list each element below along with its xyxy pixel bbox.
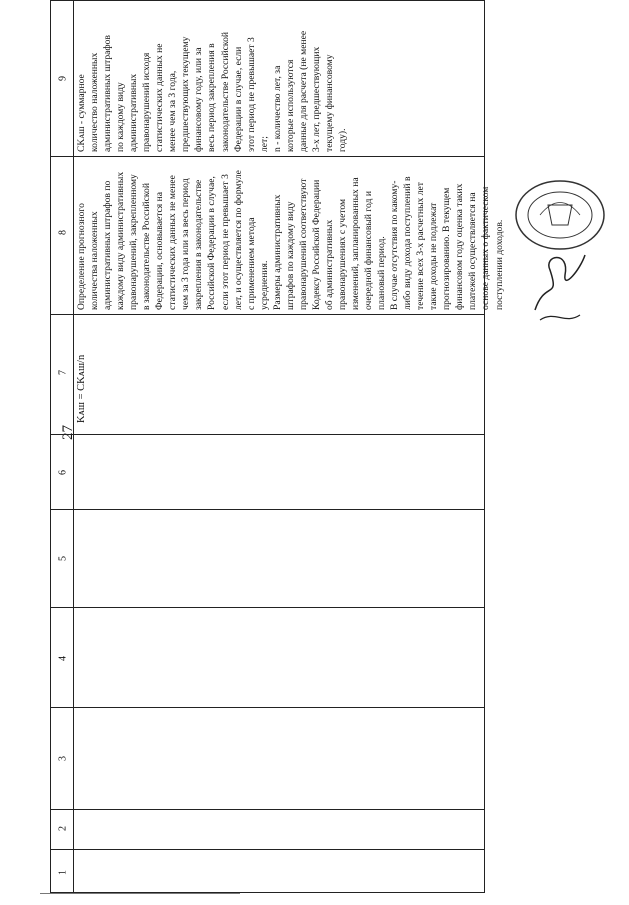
col8-line: Российской Федерации в случае, bbox=[206, 176, 218, 310]
col9-line: предшествующих текущему bbox=[180, 36, 192, 152]
col8-line: В случае отсутствия по какому- bbox=[389, 180, 401, 310]
col9-line: n - количество лет, за bbox=[271, 65, 283, 152]
col8-line: лет, и осуществляется по формуле bbox=[232, 170, 244, 310]
col9-line: административных bbox=[128, 73, 140, 152]
col9-line: Федерации в случае, если bbox=[232, 46, 244, 152]
col8-line: Размеры административных bbox=[271, 194, 283, 310]
col8-line: правонарушений соответствуют bbox=[297, 178, 309, 310]
col-number-8: 8 bbox=[57, 230, 69, 235]
col9-line: правонарушений исходя bbox=[141, 52, 153, 152]
footer-line bbox=[40, 893, 240, 894]
col-number-2: 2 bbox=[57, 826, 69, 831]
col8-line: административных штрафов по bbox=[102, 180, 114, 310]
col8-line: течение всех 3-х расчетных лет bbox=[415, 182, 427, 310]
col8-line: изменений, запланированных на bbox=[349, 177, 361, 310]
col8-line: об административных bbox=[323, 219, 335, 310]
col9-line: законодательстве Российской bbox=[219, 31, 231, 152]
col9-line: текущему финансовому bbox=[323, 54, 335, 152]
col9-line: финансовому году, или за bbox=[193, 47, 205, 152]
header-strip-line bbox=[73, 1, 74, 892]
rotated-table bbox=[50, 0, 505, 893]
col-divider-8-7 bbox=[51, 314, 484, 315]
col-number-4: 4 bbox=[57, 656, 69, 661]
col8-line: правонарушениях с учетом bbox=[336, 198, 348, 310]
col8-line: Определение прогнозного bbox=[76, 203, 87, 310]
col8-line: такие доходы не подлежат bbox=[428, 202, 440, 310]
col8-line: Кодексу Российской Федерации bbox=[310, 179, 322, 310]
col8-line: правонарушений, закрепленному bbox=[128, 174, 140, 310]
col9-line: количество наложенных bbox=[89, 52, 101, 152]
col8-line: платежей осуществляется на bbox=[467, 192, 479, 310]
col-divider-5-4 bbox=[51, 607, 484, 608]
col8-line: финансовом году оценка таких bbox=[454, 183, 466, 310]
col-divider-7-6 bbox=[51, 434, 484, 435]
page-number: 27 bbox=[60, 425, 76, 440]
col9-line: этот период не превышает 3 bbox=[245, 37, 257, 152]
col-number-9: 9 bbox=[57, 76, 69, 81]
col8-line: с применением метода bbox=[245, 217, 257, 310]
col8-line: каждому виду административных bbox=[115, 171, 127, 310]
col-divider-6-5 bbox=[51, 509, 484, 510]
signature bbox=[525, 240, 595, 330]
col8-line: поступлении доходов. bbox=[493, 219, 505, 310]
col8-line: если этот период не превышает 3 bbox=[219, 174, 231, 310]
col8-line: чем за 3 года или за весь период bbox=[180, 178, 192, 310]
col-divider-3-2 bbox=[51, 809, 484, 810]
col-divider-4-3 bbox=[51, 707, 484, 708]
col9-text bbox=[75, 31, 349, 152]
col8-line: штрафов по каждому виду bbox=[284, 201, 296, 310]
col8-line: либо виду дохода поступлений в bbox=[402, 176, 414, 310]
col8-line: закрепления в законодательстве bbox=[193, 179, 205, 310]
col9-line: году). bbox=[336, 128, 348, 152]
col9-line: по каждому виду bbox=[115, 82, 127, 152]
col8-line: статистических данных не менее bbox=[167, 175, 179, 310]
col-number-1: 1 bbox=[57, 870, 69, 875]
col-number-6: 6 bbox=[57, 470, 69, 475]
col-number-5: 5 bbox=[57, 556, 69, 561]
col8-text bbox=[75, 170, 506, 310]
col7-formula: Kᴀш = CKᴀш/n bbox=[76, 354, 87, 423]
col-number-3: 3 bbox=[57, 756, 69, 761]
col8-line: плановый период. bbox=[376, 236, 388, 310]
col8-line: Федерации, основывается на bbox=[154, 192, 166, 310]
col9-line: менее чем за 3 года, bbox=[167, 70, 179, 152]
col8-line: в законодательстве Российской bbox=[141, 183, 153, 310]
col8-line: усреднения. bbox=[258, 260, 270, 310]
col9-line: административных штрафов bbox=[102, 35, 114, 152]
col9-line: 3-х лет, предшествующих bbox=[310, 46, 322, 152]
col8-line: прогнозированию. В текущем bbox=[441, 187, 453, 310]
col9-line: которые используются bbox=[284, 59, 296, 152]
col8-line: основе данных о фактическом bbox=[480, 186, 492, 310]
col-number-7: 7 bbox=[57, 370, 69, 375]
col9-line: статистических данных не bbox=[154, 43, 166, 152]
col9-line: весь период закрепления в bbox=[206, 43, 218, 152]
col9-line: лет; bbox=[258, 136, 270, 152]
col-divider-9-8 bbox=[51, 156, 484, 157]
col8-line: очередной финансовый год и bbox=[363, 191, 375, 310]
col8-line: количества наложенных bbox=[89, 211, 101, 310]
col9-line: CKᴀш - суммарное bbox=[76, 74, 87, 152]
col9-line: данные для расчета (не менее bbox=[297, 30, 309, 152]
col-divider-2-1 bbox=[51, 849, 484, 850]
